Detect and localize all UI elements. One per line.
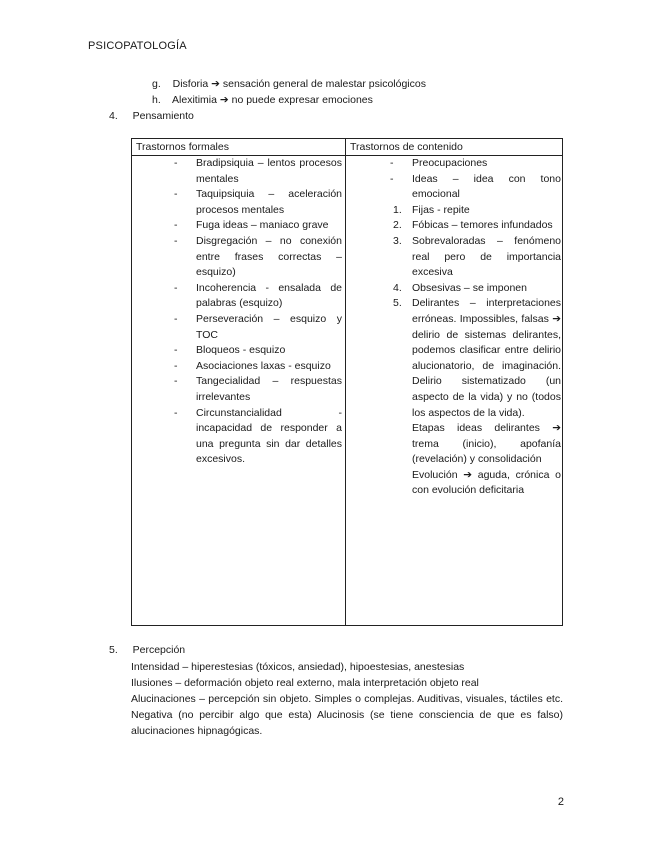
numbered-item: 5. Delirantes – interpretaciones erróneas. Impossibles, falsas ➔ delirio de sistemas delirantes, podemos clasificar entre delirio alucionatorio, de imaginación. Delirio sistematizado (un aspecto de la vida) y no (todos los aspectos de la vida).: [393, 297, 561, 419]
section-heading-4: [109, 109, 194, 124]
arrow-right-icon: ➔: [219, 94, 229, 106]
list-item-g: [152, 77, 426, 92]
list-item: - Asociaciones laxas - esquizo: [174, 359, 331, 372]
page-header: PSICOPATOLOGÍA: [88, 40, 187, 52]
list-term: Alexitimia: [172, 94, 217, 106]
section-title: Percepción: [132, 644, 186, 656]
section-heading-5: [109, 643, 185, 658]
list-item: - Bloqueos - esquizo: [174, 344, 286, 357]
paragraph-line: Alucinaciones – percepción sin objeto. Simples o complejas. Auditivas, visuales, táctiles etc. Negativa (no percibir algo que esta) Alucinosis (se tiene consciencia de que es falso) alucinaciones hipnagógicas.: [131, 693, 563, 737]
numbered-item: 3. Sobrevaloradas – fenómeno real pero de importancia excesiva: [393, 234, 561, 279]
list-item: - Fuga ideas – maniaco grave: [174, 219, 329, 232]
numbered-item: 4. Obsesivas – se imponen: [393, 281, 527, 294]
list-term: Disforia: [172, 78, 209, 90]
list-item: - Tangecialidad – respuestas irrelevantes: [174, 375, 342, 403]
thought-disorders-table: [131, 138, 563, 626]
list-desc: sensación general de malestar psicológicos: [222, 78, 426, 90]
list-item: - Circunstancialidad - incapacidad de responder a una pregunta sin dar detalles excesivos.: [174, 406, 342, 466]
perception-body: [131, 659, 563, 739]
column-contenido: [373, 156, 561, 499]
paragraph-line: Ilusiones – deformación objeto real externo, mala interpretación objeto real: [131, 677, 479, 689]
numbered-item: 2. Fóbicas – temores infundados: [393, 219, 553, 232]
list-marker: g.: [152, 78, 161, 90]
column-divider: [345, 139, 346, 625]
paragraph-line: Intensidad – hiperestesias (tóxicos, ansiedad), hipoestesias, anestesias: [131, 661, 465, 673]
list-item: - Bradipsiquia – lentos procesos mentales: [174, 157, 342, 185]
numbered-list: [373, 203, 561, 499]
page-number: 2: [557, 796, 564, 808]
section-number: 4.: [109, 110, 118, 122]
list-item: - Preocupaciones: [390, 157, 488, 169]
list-item: - Perseveración – esquizo y TOC: [174, 312, 342, 341]
section-title: Pensamiento: [132, 110, 194, 122]
list-item: - Taquipsiquia – aceleración procesos mentales: [174, 188, 342, 216]
list-item: - Incoherencia - ensalada de palabras (esquizo): [174, 281, 342, 310]
numbered-item: 1. Fijas - repite: [393, 203, 470, 216]
list-item: - Ideas – idea con tono emocional: [390, 172, 561, 201]
list-marker: h.: [152, 94, 161, 106]
section-number: 5.: [109, 644, 118, 656]
list-item: - Disgregación – no conexión entre frases correctas – esquizo): [174, 234, 342, 279]
header-formales: Trastornos formales: [136, 141, 229, 153]
header-contenido: Trastornos de contenido: [350, 141, 463, 153]
list-desc: no puede expresar emociones: [231, 94, 373, 106]
column-formales: [174, 156, 342, 468]
evolucion-text: Evolución ➔ aguda, crónica o con evolución deficitaria: [412, 468, 561, 497]
etapas-text: Etapas ideas delirantes ➔ trema (inicio), apofanía (revelación) y consolidación: [412, 422, 561, 466]
list-item-h: [152, 93, 373, 108]
arrow-right-icon: ➔: [211, 78, 220, 90]
